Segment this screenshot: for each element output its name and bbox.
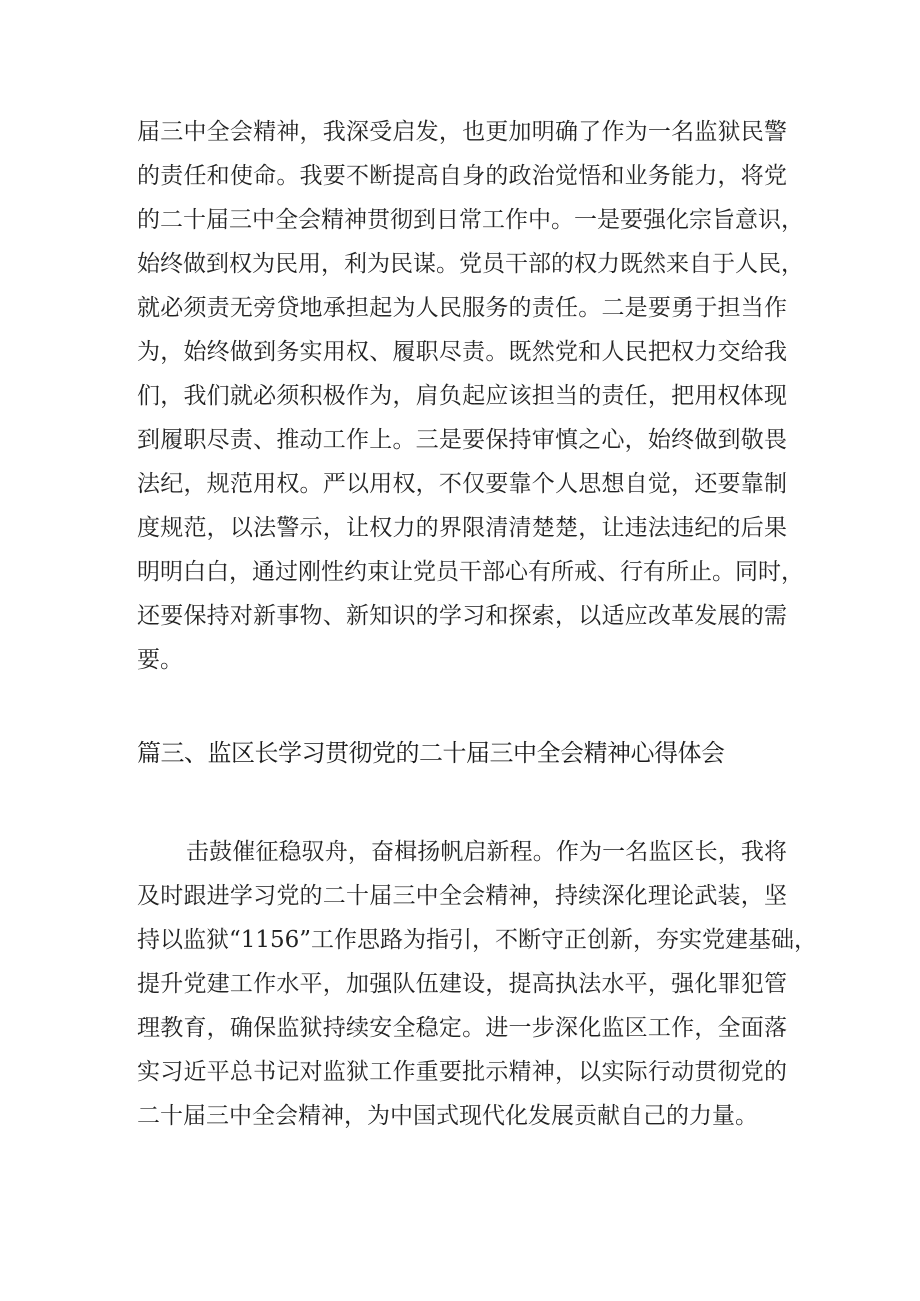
body-text-line: 为，始终做到务实用权、履职尽责。既然党和人民把权力交给我 — [137, 339, 787, 365]
body-text-line: 度规范，以法警示，让权力的界限清清楚楚，让违法违纪的后果 — [137, 515, 787, 541]
section-heading: 篇三、监区长学习贯彻党的二十届三中全会精神心得体会 — [137, 739, 725, 767]
body-text-line: 明明白白，通过刚性约束让党员干部心有所戒、行有所止。同时， — [137, 559, 804, 585]
body-text-line: 们，我们就必须积极作为，肩负起应该担当的责任，把用权体现 — [137, 383, 787, 409]
body-text-line: 击鼓催征稳驭舟，奋楫扬帆启新程。作为一名监区长，我将 — [186, 839, 787, 865]
body-text-line: 就必须责无旁贷地承担起为人民服务的责任。二是要勇于担当作 — [137, 295, 787, 321]
body-text-line: 实习近平总书记对监狱工作重要批示精神，以实际行动贯彻党的 — [137, 1059, 787, 1085]
body-text-line: 法纪，规范用权。严以用权，不仅要靠个人思想自觉，还要靠制 — [137, 471, 787, 497]
body-text-line: 到履职尽责、推动工作上。三是要保持审慎之心，始终做到敬畏 — [137, 427, 787, 453]
body-text-line: 届三中全会精神，我深受启发，也更加明确了作为一名监狱民警 — [137, 119, 787, 145]
body-text-line: 还要保持对新事物、新知识的学习和探索，以适应改革发展的需 — [137, 603, 787, 629]
body-text-line: 始终做到权为民用，利为民谋。党员干部的权力既然来自于人民， — [137, 251, 804, 277]
body-text-line: 二十届三中全会精神，为中国式现代化发展贡献自己的力量。 — [137, 1103, 758, 1129]
body-text-line: 的二十届三中全会精神贯彻到日常工作中。一是要强化宗旨意识， — [137, 207, 804, 233]
body-text-line: 及时跟进学习党的二十届三中全会精神，持续深化理论武装，坚 — [137, 883, 787, 909]
body-text-line: 要。 — [137, 647, 183, 673]
body-text-line: 提升党建工作水平，加强队伍建设，提高执法水平，强化罪犯管 — [137, 971, 787, 997]
body-text-line: 持以监狱“1156”工作思路为指引，不断守正创新，夯实党建基础， — [137, 927, 818, 953]
body-text-line: 的责任和使命。我要不断提高自身的政治觉悟和业务能力，将党 — [137, 163, 787, 189]
body-text-line: 理教育，确保监狱持续安全稳定。进一步深化监区工作，全面落 — [137, 1015, 787, 1041]
